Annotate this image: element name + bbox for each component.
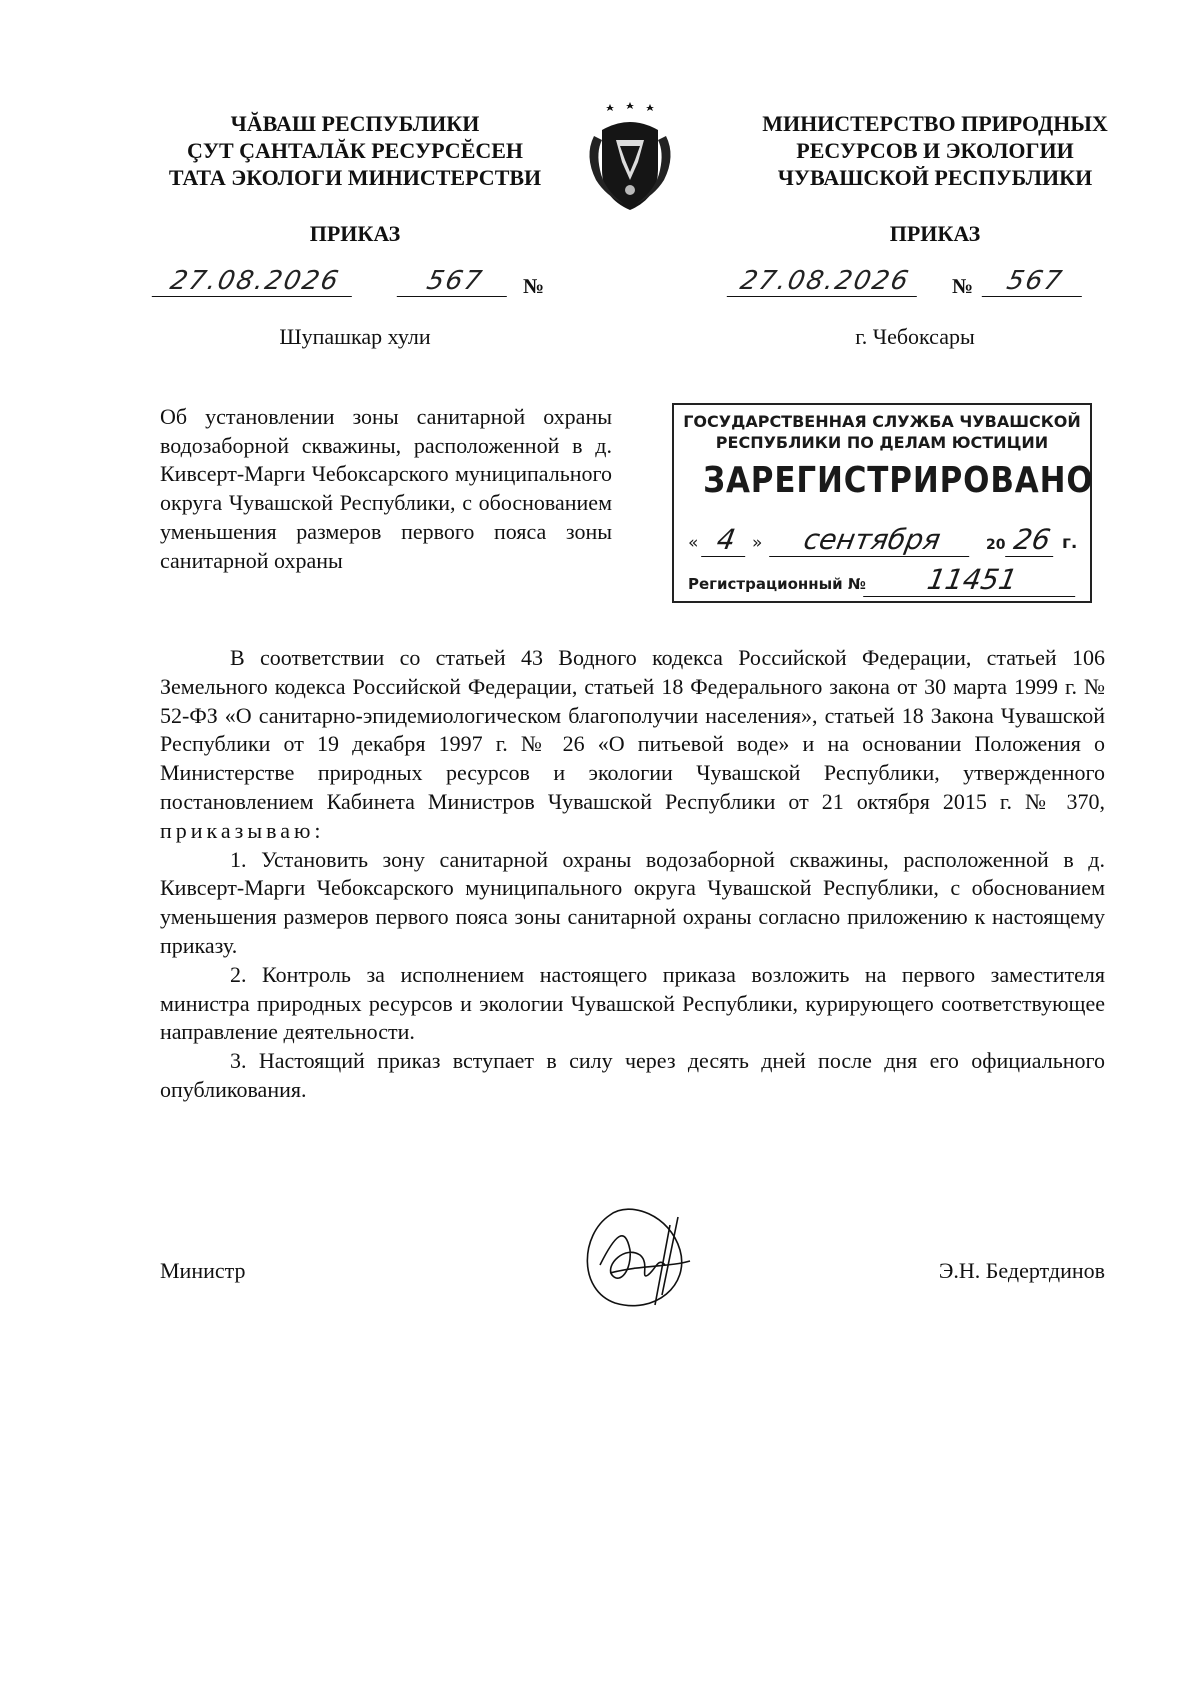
city-right: г. Чебоксары — [855, 324, 975, 349]
stamp-year-prefix: 20 — [986, 537, 1006, 553]
registration-stamp — [672, 403, 1092, 603]
stamp-authority-line-1: ГОСУДАРСТВЕННАЯ СЛУЖБА ЧУВАШСКОЙ — [683, 412, 1081, 431]
order-item-1: 1. Установить зону санитарной охраны водозаборной скважины, расположенной в д. Кивсерт-Марги Чебоксарского муниципального округа Чувашской Республики, с обоснованием уменьшения размеров первого пояса зоны санитарной охраны согласно приложению к настоящему приказу. — [160, 846, 1105, 958]
header-left-line-1: ЧĂВАШ РЕСПУБЛИКИ — [230, 111, 480, 136]
handwritten-date-right: 27.08.2026 — [727, 266, 924, 297]
handwritten-number-left: 567 — [397, 266, 514, 297]
header-left-line-2: ÇУТ ÇАНТАЛĂК РЕСУРСĔСЕН — [186, 138, 524, 163]
signer-position: Министр — [160, 1258, 246, 1283]
header-left-line-3: ТАТА ЭКОЛОГИ МИНИСТЕРСТВИ — [168, 165, 542, 190]
order-item-2: 2. Контроль за исполнением настоящего приказа возложить на первого заместителя министра природных ресурсов и экологии Чувашской Республики, курирующего соответствующее направление деятельности. — [160, 961, 1105, 1045]
signer-name: Э.Н. Бедертдинов — [938, 1258, 1105, 1283]
header-right-line-1: МИНИСТЕРСТВО ПРИРОДНЫХ — [762, 111, 1108, 136]
doc-type-left: ПРИКАЗ — [309, 221, 401, 246]
number-sign-right: № — [952, 274, 974, 298]
doc-type-right: ПРИКАЗ — [889, 221, 981, 246]
city-left: Шупашкар хули — [279, 324, 431, 349]
order-word: приказываю: — [160, 817, 325, 843]
stamp-month: сентября — [769, 524, 975, 557]
stamp-year-unit: г. — [1062, 533, 1078, 553]
stamp-registration-row — [688, 563, 1088, 597]
handwritten-date-left: 27.08.2026 — [152, 266, 359, 297]
header-left — [155, 110, 555, 191]
stamp-title: ЗАРЕГИСТРИРОВАНО — [703, 460, 1094, 501]
handwritten-number-right: 567 — [982, 266, 1089, 297]
coat-of-arms-emblem — [580, 100, 680, 215]
stamp-day: 4 — [701, 524, 751, 557]
stamp-registration-number: 11451 — [863, 564, 1081, 597]
order-body — [160, 644, 1105, 1105]
handwritten-signature — [570, 1195, 710, 1320]
order-subject: Об установлении зоны санитарной охраны водозаборной скважины, расположенной в д. Кивсерт-Марги Чебоксарского муниципального округа Чувашской Республики, с обоснованием уменьшения размеров первого пояса зоны санитарной охраны — [160, 404, 612, 573]
stamp-date-row — [688, 523, 1088, 557]
preamble-text: В соответствии со статьей 43 Водного кодекса Российской Федерации, статьей 106 Земельного кодекса Российской Федерации, статьей 18 Федерального закона от 30 марта 1999 г. № 52-ФЗ «О санитарно-эпидемиологическом благополучии населения», статьей 18 Закона Чувашской Республики от 19 декабря 1997 г. № 26 «О питьевой воде» и на основании Положения о Министерстве природных ресурсов и экологии Чувашской Республики, утвержденного постановлением Кабинета Министров Чувашской Республики от 21 октября 2015 г. № 370, — [160, 645, 1105, 814]
stamp-registration-label: Регистрационный № — [688, 575, 866, 593]
order-preamble — [160, 644, 1105, 846]
stamp-close-quote: » — [752, 533, 763, 553]
number-sign-left: № — [523, 274, 545, 298]
header-right-line-3: ЧУВАШСКОЙ РЕСПУБЛИКИ — [777, 165, 1093, 190]
stamp-open-quote: « — [688, 533, 699, 553]
order-item-3: 3. Настоящий приказ вступает в силу через десять дней после дня его официального опубликования. — [160, 1048, 1105, 1102]
header-right — [745, 110, 1125, 191]
stamp-year-suffix: 26 — [1005, 524, 1059, 557]
stamp-authority-line-2: РЕСПУБЛИКИ ПО ДЕЛАМ ЮСТИЦИИ — [715, 433, 1049, 452]
header-right-line-2: РЕСУРСОВ И ЭКОЛОГИИ — [796, 138, 1074, 163]
